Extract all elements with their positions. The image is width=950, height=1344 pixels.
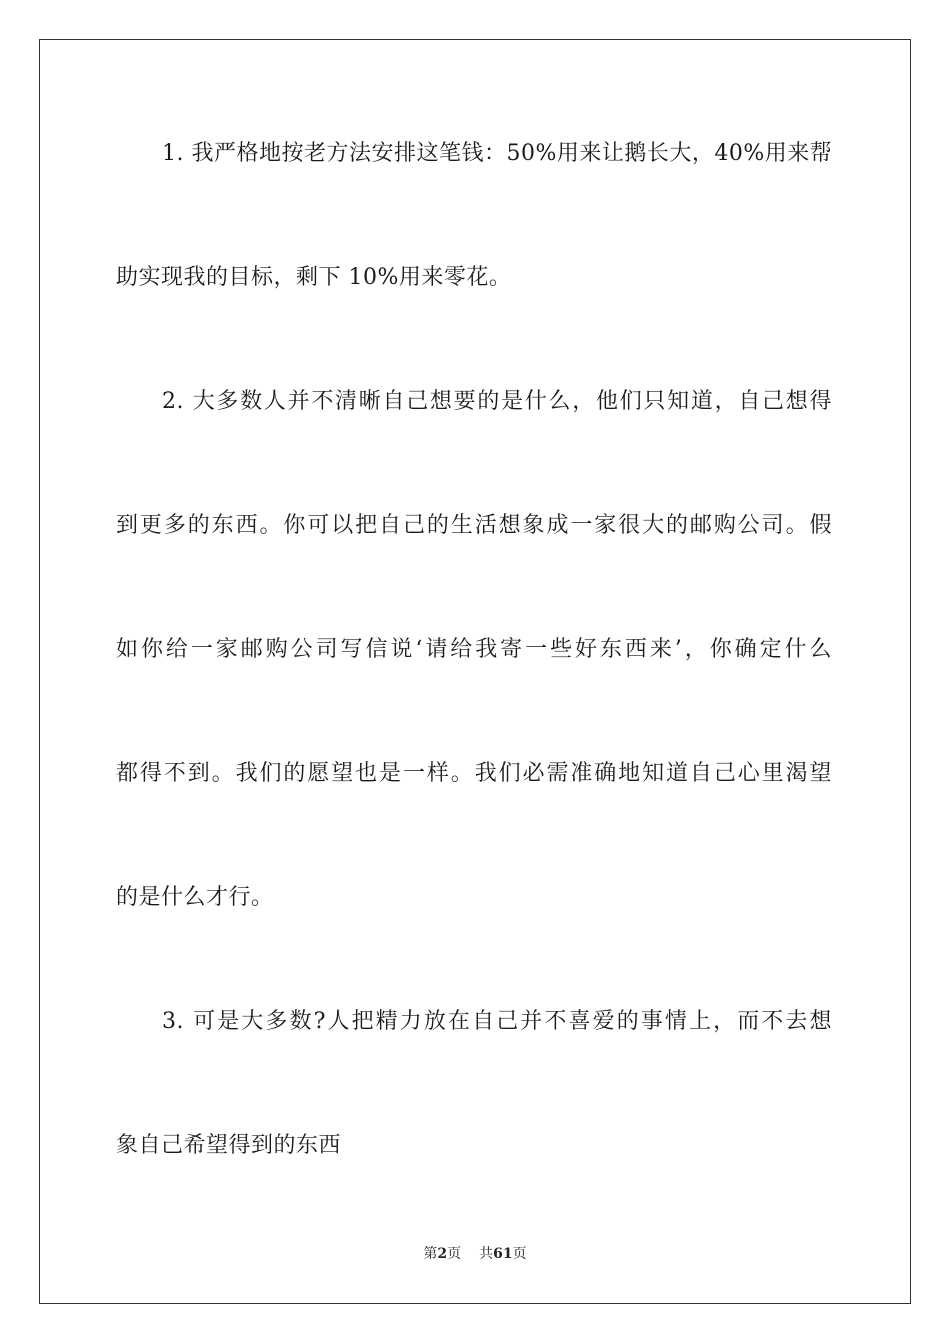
paragraph-2-line-4: 都得不到。我们的愿望也是一样。我们必需准确地知道自己心里渴望	[116, 761, 832, 786]
paragraph-2-line-1: 2. 大多数人并不清晰自己想要的是什么，他们只知道，自己想得	[162, 389, 832, 414]
page-footer	[0, 1245, 950, 1263]
footer-total-pages: 61	[493, 1246, 513, 1262]
paragraph-2-line-5: 的是什么才行。	[116, 885, 274, 910]
footer-page-suffix: 页	[447, 1246, 462, 1262]
footer-page-number: 2	[437, 1246, 448, 1262]
paragraph-1-line-2: 助实现我的目标，剩下 10%用来零花。	[116, 265, 512, 290]
paragraph-2-line-2: 到更多的东西。你可以把自己的生活想象成一家很大的邮购公司。假	[116, 513, 832, 538]
paragraph-3-line-1: 3. 可是大多数?人把精力放在自己并不喜爱的事情上，而不去想	[162, 1009, 832, 1034]
paragraph-1-line-1: 1. 我严格地按老方法安排这笔钱：50%用来让鹅长大，40%用来帮	[162, 141, 833, 166]
paragraph-2-line-3: 如你给一家邮购公司写信说‘请给我寄一些好东西来’，你确定什么	[116, 637, 832, 662]
page-border	[39, 39, 911, 1304]
footer-total-suffix: 页	[512, 1246, 527, 1262]
footer-page-prefix: 第	[423, 1246, 438, 1262]
footer-total-prefix: 共	[479, 1246, 494, 1262]
paragraph-3-line-2: 象自己希望得到的东西	[116, 1133, 342, 1158]
